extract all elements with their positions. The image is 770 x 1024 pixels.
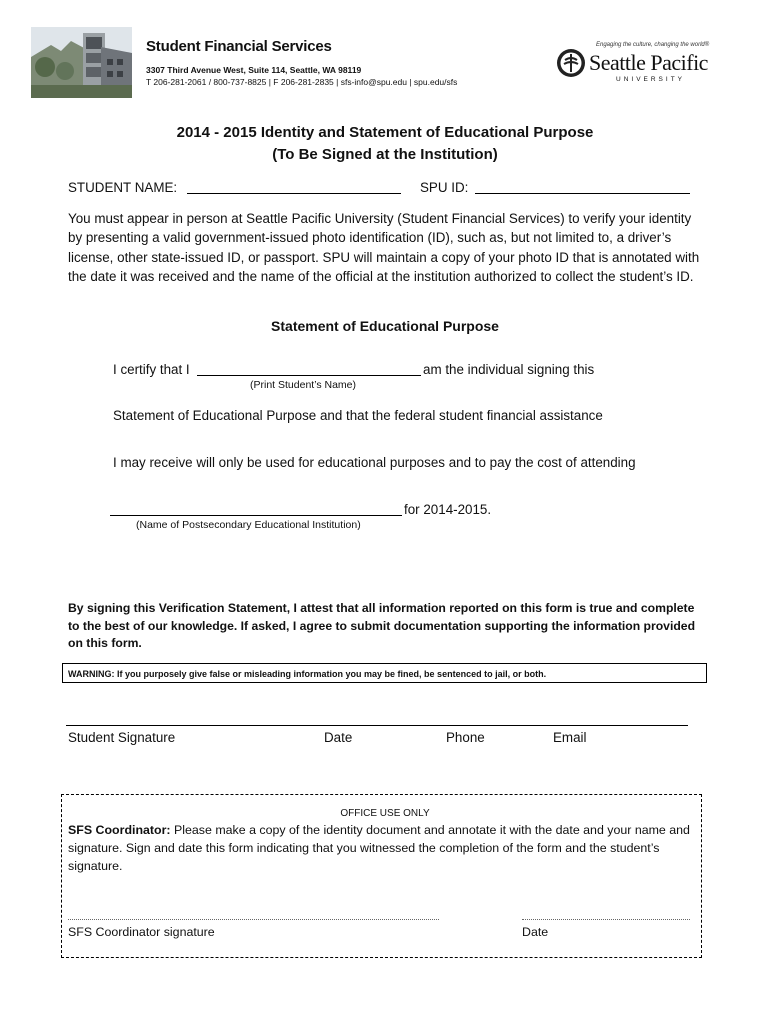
print-name-caption: (Print Student’s Name) (250, 379, 357, 391)
logo-tagline: Engaging the culture, changing the world® (596, 42, 710, 48)
coordinator-date-label: Date (522, 925, 549, 939)
statement-line-3: I may receive will only be used for educational purposes and to pay the cost of attending (113, 455, 636, 470)
certify-prefix: I certify that I (113, 362, 190, 377)
spu-id-field[interactable] (475, 193, 690, 194)
student-signature-label: Student Signature (68, 730, 176, 745)
form-subtitle: (To Be Signed at the Institution) (272, 146, 498, 163)
logo-university: UNIVERSITY (616, 76, 686, 83)
instructions-paragraph: You must appear in person at Seattle Pacific University (Student Financial Services) to verify your identity by presenting a valid government-issued photo identification (ID), such as, but not limited to, a driver’s license, other state-issued ID, or passport. SPU will maintain a copy of your photo ID that is annotated with the date it was received and the name of the official at the institution authorized to collect the student’s ID. (68, 211, 700, 284)
university-seal-icon (556, 48, 586, 78)
coordinator-instructions (68, 821, 693, 875)
date-label: Date (324, 730, 353, 745)
form-title: 2014 - 2015 Identity and Statement of Educational Purpose (176, 124, 594, 141)
coordinator-label: SFS Coordinator: (68, 823, 171, 837)
attestation-paragraph: By signing this Verification Statement, I attest that all information reported on this form is true and complete to the best of our knowledge. If asked, I agree to submit documentation supporting the information provided on this form. (68, 601, 696, 650)
email-label: Email (553, 730, 587, 745)
phone-label: Phone (446, 730, 485, 745)
logo-wordmark: Seattle Pacific (589, 50, 708, 75)
institution-caption: (Name of Postsecondary Educational Institution) (136, 519, 361, 531)
institution-name-field[interactable] (110, 515, 402, 516)
coordinator-signature-label: SFS Coordinator signature (68, 925, 215, 939)
department-address: 3307 Third Avenue West, Suite 114, Seattle, WA 98119 (146, 65, 362, 75)
student-name-field[interactable] (187, 193, 401, 194)
statement-line-2: Statement of Educational Purpose and that the federal student financial assistance (113, 408, 603, 423)
warning-box: WARNING: If you purposely give false or misleading information you may be fined, be sentenced to jail, or both. (62, 663, 707, 683)
spu-id-label: SPU ID: (420, 180, 469, 195)
print-name-field[interactable] (197, 375, 421, 376)
student-signature-line[interactable] (66, 725, 688, 726)
campus-photo (31, 27, 132, 98)
student-name-label: STUDENT NAME: (68, 180, 178, 195)
office-use-heading: OFFICE USE ONLY (340, 808, 430, 819)
department-contact: T 206-281-2061 / 800-737-8825 | F 206-281-2835 | sfs-info@spu.edu | spu.edu/sfs (146, 77, 458, 87)
coordinator-signature-line[interactable] (68, 919, 439, 920)
year-suffix: for 2014-2015. (404, 502, 492, 517)
certify-suffix: am the individual signing this (423, 362, 595, 377)
coordinator-date-line[interactable] (522, 919, 690, 920)
department-name: Student Financial Services (146, 38, 332, 55)
statement-heading: Statement of Educational Purpose (271, 318, 499, 334)
coordinator-text: Please make a copy of the identity document and annotate it with the date and your name and signature. Sign and date this form indicating that you witnessed the completion of the form and the student’s signature. (68, 823, 690, 873)
